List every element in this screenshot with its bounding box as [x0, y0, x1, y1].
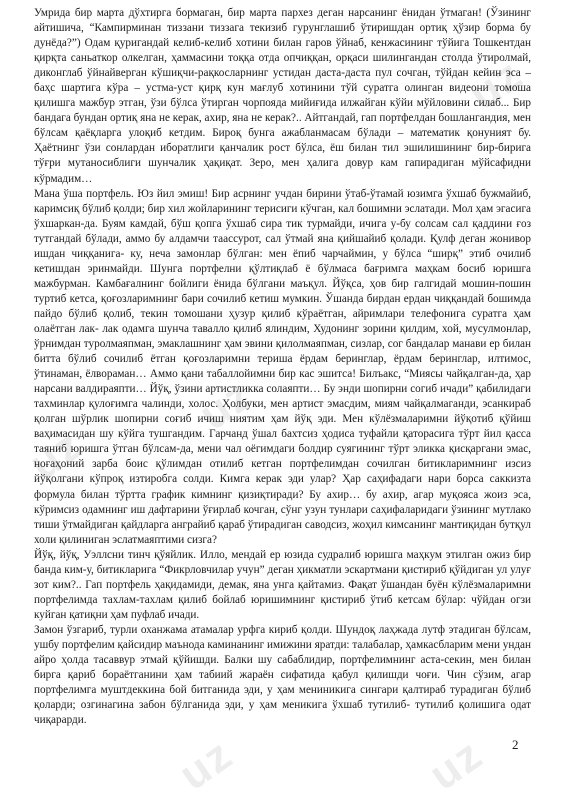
paragraph: Мана ўша портфель. Юз йил эмиш! Бир асрнинг учдан бирини ўтаб-ўтамай юзимга ўхшаб бужмайиб, каримсиқ бўлиб қолди; бир хил жойларининг терисиги кўчган, кал бошимни эслатади. Мол ҳам эгасига ўхшаркан-да. Буям камдай, бўш қопга ўхшаб сира тик турмайди, ичига у-бу солсам сал қаддини ғоз тутгандай бўлади, аммо бу алдамчи таассурот, сал ўтмай яна қийшайиб қолади. Қулф деган жонивор ишдан чиққанига- ку, неча замонлар бўлган: мен ёпиб чарчаймин, у бўлса “ширқ” этиб очилиб кетишдан эринмайди. Шунга портфелни қўлтиқлаб ё бўлмаса бағримга маҳкам босиб юришга мажбурман. Камбағалнинг бойлиги ёнида бўлгани маъқул. Йўқса, ҳов бир галгидай мошин-пошин туртиб кетса, қоғозларимнинг бари сочилиб кетиш мумкин. Ўшанда бирдан ердан чиққандай бошимда пайдо бўлиб қолиб, текин томошани ҳузур қилиб кўраётган, айримлари телефонига суратга ҳам олаётган лак- лак одамга шунча тавалло қилиб ялиндим, Худонинг зорини қилдим, хой, мусулмонлар, ўрнимдан туролмаяпман, эмаклашнинг ҳам эвини қилолмаяпман, сизлар, сог бандалар манави ер билан битта бўлиб сочилиб ётган қоғозларимни териша ёрдам беринглар, ёрдам беринглар, илтимос, ўтинаман, ёлвораман… Аммо қани табаллойимни бир кас эшитса! Билъакс, “Миясы чайқалган-да, ҳар нарсани валдираяпти… Йўқ, ўзини артистликка солаяпти… Бу энди шопирни согиб ичади” қабилидаги тахминлар қулоғимга чалинди, холос. Ҳолбуки, мен артист эмасдим, миям чайқалмаганди, эсанкираб қолган шўрлик шопирни соғиб ичиш ниятим ҳам йўқ эди. Мен кўлёзмаларимни йўқотиб қўйиш ваҳимасидан шу кўйга тушгандим. Гарчанд ўшал бахтсиз ҳодиса туфайли қаторасига тўрт йил қасса таяниб юришга ўтган бўлсам-да, мени чал оёгимдаги болдир суягининг тўрт эликка қисқаргани эмас, ноғаҳоний зарба боис қўлимдан отилиб кетган портфелимдан сочилган битикларимнинг изсиз йўқолгани кўпроқ изтиробга солди. Кимга керак эди улар? Ҳар саҳифадаги нари борса саккизта формула билан тўртта график кимнинг қизиқтиради? Бу ахир… бу ахир, агар муқояса жоиз эса, кўримсиз одамнинг иш дафтарини ўғирлаб кочган, сўнг узун тунлари саҳифаларидаги ўзининг мутлако тиши ўтмайдиган қайдларга анграйиб қараб ўтирадиган саводсиз, жоҳил кимсанинг мантиқидан бутқул холи қилиниган эслатмаяптими сизга?: [34, 187, 531, 546]
paragraph: Умрида бир марта дўхтирга бормаган, бир марта пархез деган нарсанинг ёнидан ўтмаган! (Ўзининг айтишича, “Кампирминан тиззани тиззага текизиб гурунглашиб ўтиришдан ортиқ ҳўзир борма бу дунёда?”) Одам қуригандай келиб-келиб хотини билан гаров ўйнаб, кенжасининг тўйига Тошкентдан қирқта саньаткор олкелган, ҳаммасини тоққа отда опчиққан, орқаси шилингандан столда ўтиролмай, диконглаб ўйнайверган кўшиқчи-рақкосларнинг устидан даста-даста пул сочган, тўйдан кейин эса – баҳс шартига кўра – устма-уст қирқ кун мағлуб хотинини тўй суратга олинган видеони томоша қилишга мажбур этган, ўзи бўлса ўтирган чорпояда мийиғида илжайган кўйи мўйловини силаб... Бир бандага бундан ортиқ яна не керак, ахир, яна не керак?.. Айтгандай, гап портфелдан бошлангандия, мен бўлсам қаёқларга улоқиб кетдим. Бироқ бунга ажабланмасам бўлади – математик қонуният бу. Ҳаётнинг ўзи сонлардан иборатлиги қанчалик рост бўлса, ёш билан тил эшилишининг бир-бирига тўғри мутаносиблиги шунчалик ҳақиқат. Зеро, мен ҳалига довур кам гапирадиган мўйсафидни кўрмадим…: [34, 7, 531, 185]
document-page: [34, 6, 531, 794]
page-number: 2: [512, 737, 519, 752]
watermark-text: uz: [190, 369, 262, 440]
paragraph: Замон ўзгариб, турли оханжама атамалар урфга кириб қолди. Шундоқ лаҳжада лутф этадиган бўлсам, ушбу портфелим қайсидир маънода каминанинг имижини яратди: талабалар, ҳамкасбларим мени ундан айро ҳолда тасаввур этмай қўйишди. Балки шу сабаблидир, портфелимнинг аста-секин, мен билан бирга қариб бораётганини ҳам табиий жараён сифатида қабул қилишди чоғи. Чин сўзим, агар портфелимга муштдеккина бой битганида эди, у ҳам мениникига сингари қалтираб турадиган бўлиб қоларди; озгинагина забон бўлганида эди, у ҳам меникига ўхшаб тутилиб- тутилиб қолишига одат чиқарарди.: [34, 623, 531, 727]
paragraph: Йўқ, йўқ, Уэллсни тинч қўяйлик. Илло, мендай ер юзида судралиб юришга маҳкум этилган ожиз бир банда ким-у, битикларига “Фикрловчилар учун” деган ҳикматли эскартмани қистириб қўйдиган ул улуғ зот ким?.. Гап портфель ҳақидамиди, демак, яна унга қайтамиз. Фақат ўшандан буён кўлёзмаларимни портфелимда тахлам-тахлам қилиб бойлаб юришимнинг қистириб ўтиб кетсам бўлар: чўйдан огзи куйган қатиқни ҳам пуфлаб ичади.: [34, 548, 531, 621]
watermark-text: uz: [20, 419, 92, 490]
watermark-text: uz: [460, 49, 532, 120]
watermark-text: uz: [420, 729, 492, 800]
watermark-text: uz: [170, 729, 242, 800]
